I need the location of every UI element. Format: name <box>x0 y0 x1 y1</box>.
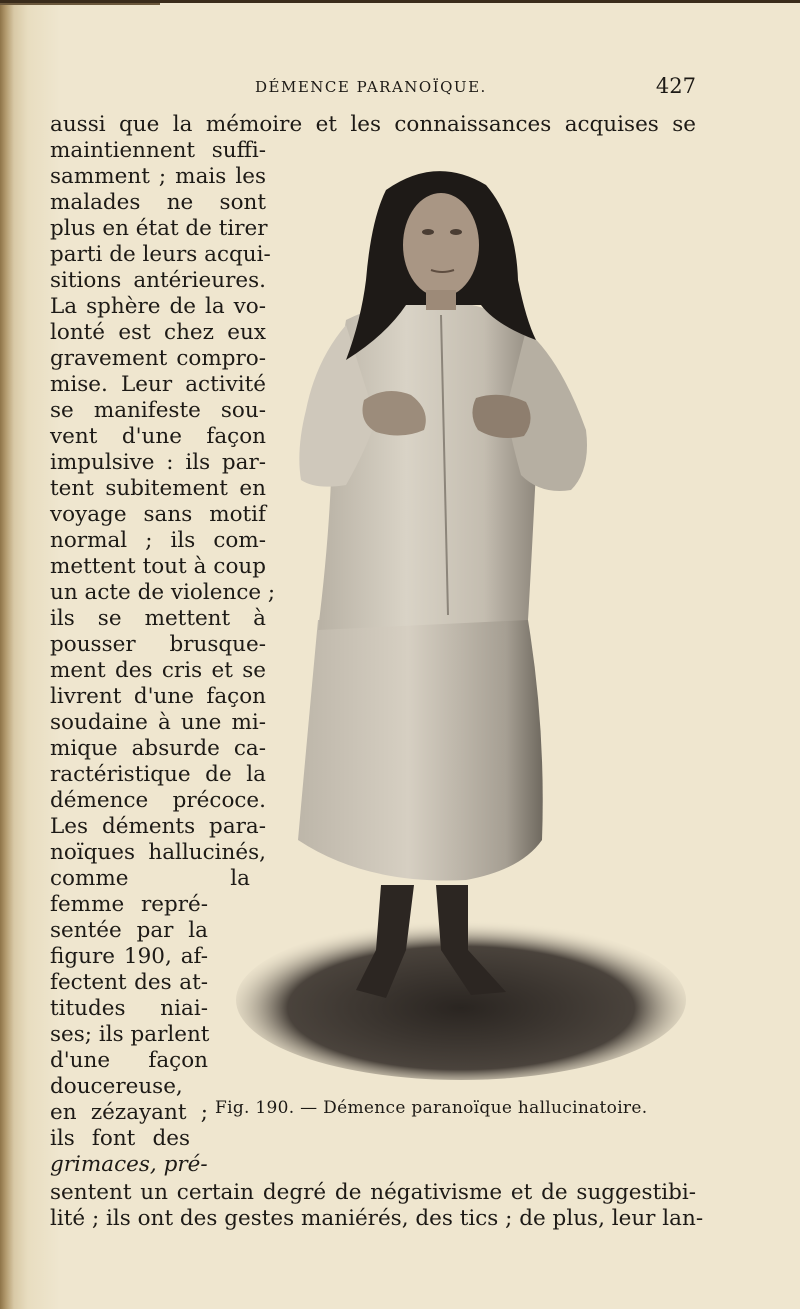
text-line: ils se mettent à <box>50 606 266 631</box>
running-title: DÉMENCE PARANOÏQUE. <box>255 78 487 96</box>
text-line: normal ; ils com- <box>50 528 266 553</box>
figure-caption: Fig. 190. — Démence paranoïque hallucinatoire. <box>215 1098 648 1118</box>
text-line: La sphère de la vo- <box>50 294 266 319</box>
text-line: vent d'une façon <box>50 424 266 449</box>
text-line: samment ; mais les <box>50 164 266 189</box>
text-line: fectent des at- <box>50 970 208 995</box>
text-line: maintiennent suffi- <box>50 138 266 163</box>
text-line: ils font des <box>50 1126 190 1151</box>
text-line: soudaine à une mi- <box>50 710 266 735</box>
skirt <box>298 620 543 881</box>
text-line: se manifeste sou- <box>50 398 266 423</box>
text-line: sentée par la <box>50 918 208 943</box>
text-line: impulsive : ils par- <box>50 450 266 475</box>
neck <box>426 290 456 310</box>
text-line: Les déments para- <box>50 814 266 839</box>
page-number: 427 <box>655 74 696 98</box>
text-line: mique absurde ca- <box>50 736 266 761</box>
right-hand <box>472 395 530 438</box>
text-line: ment des cris et se <box>50 658 266 683</box>
text-line: plus en état de tirer <box>50 216 268 241</box>
text-line: sitions antérieures. <box>50 268 266 293</box>
text-line: pousser brusque- <box>50 632 266 657</box>
text-line: titudes niai- <box>50 996 208 1021</box>
text-line: démence précoce. <box>50 788 266 813</box>
text-line: gravement compro- <box>50 346 266 371</box>
text-line: femme repré- <box>50 892 208 917</box>
text-line: grimaces, pré- <box>50 1152 208 1177</box>
text-line: ses; ils parlent <box>50 1022 210 1047</box>
left-eye <box>422 229 434 235</box>
text-line: parti de leurs acqui- <box>50 242 271 267</box>
text-line: mise. Leur activité <box>50 372 266 397</box>
right-eye <box>450 229 462 235</box>
text-line: malades ne sont <box>50 190 266 215</box>
figure-190-photograph <box>236 150 696 1095</box>
text-line: tent subitement en <box>50 476 266 501</box>
text-line: doucereuse, <box>50 1074 183 1099</box>
page-top-edge-shadow <box>0 3 160 5</box>
face <box>403 193 479 297</box>
page-header <box>50 76 696 100</box>
text-line: voyage sans motif <box>50 502 266 527</box>
text-line: un acte de violence ; <box>50 580 276 605</box>
text-line: sentent un certain degré de négativisme et de suggestibi- <box>50 1180 696 1205</box>
text-line: livrent d'une façon <box>50 684 266 709</box>
text-line: lité ; ils ont des gestes maniérés, des tics ; de plus, leur lan- <box>50 1206 704 1231</box>
text-line: mettent tout à coup <box>50 554 266 579</box>
text-line: noïques hallucinés, <box>50 840 266 865</box>
text-line: lonté est chez eux <box>50 320 266 345</box>
text-line: comme la <box>50 866 250 891</box>
text-line: aussi que la mémoire et les connaissances acquises se <box>50 112 696 137</box>
text-line: d'une façon <box>50 1048 208 1073</box>
text-line: ractéristique de la <box>50 762 266 787</box>
text-line: figure 190, af- <box>50 944 208 969</box>
text-line: en zézayant ; <box>50 1100 208 1125</box>
